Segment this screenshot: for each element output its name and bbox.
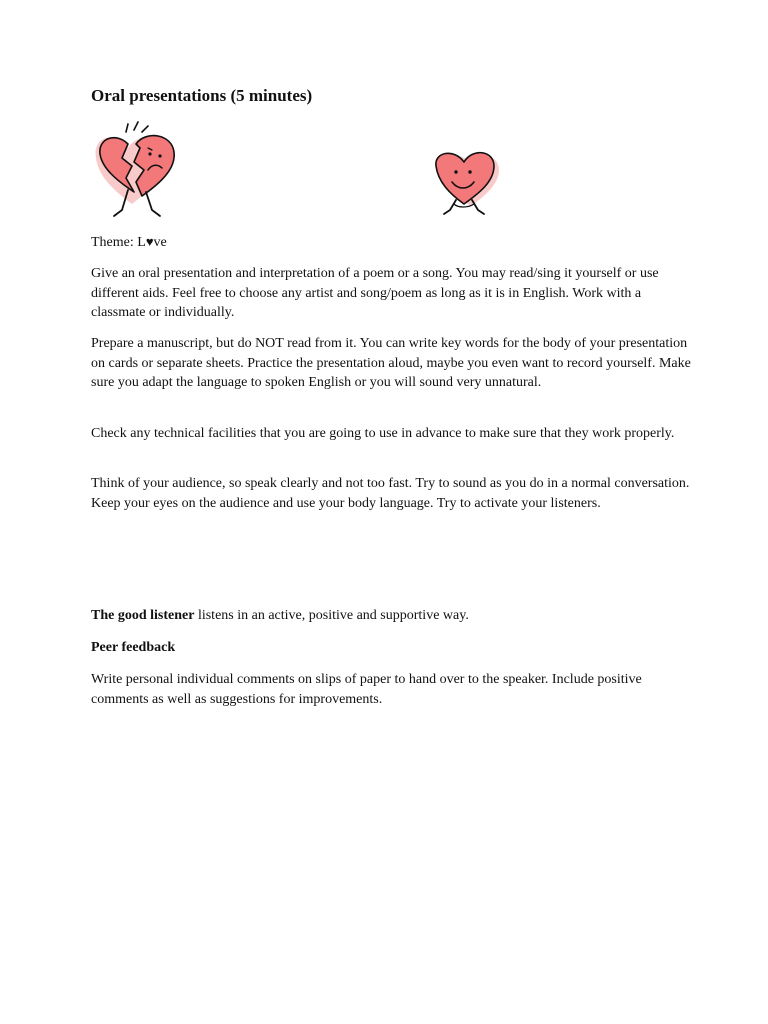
heart-glyph-icon: ♥ bbox=[145, 234, 154, 249]
good-listener-paragraph bbox=[91, 606, 691, 626]
smiling-heart-icon bbox=[428, 146, 508, 222]
good-listener-rest: listens in an active, positive and supportive way. bbox=[194, 608, 469, 623]
technical-paragraph: Check any technical facilities that you are going to use in advance to make sure that they work properly. bbox=[91, 426, 675, 441]
instructions-paragraph: Give an oral presentation and interpretation of a poem or a song. You may read/sing it yourself or use different aids. Feel free to choose any artist and song/poem as long as it is in English. Work with a classmate or individually. bbox=[91, 266, 659, 320]
peer-feedback-heading: Peer feedback bbox=[91, 640, 176, 655]
peer-feedback-paragraph: Write personal individual comments on slips of paper to hand over to the speaker. Include positive comments as well as suggestions for improvements. bbox=[91, 672, 642, 707]
theme-line bbox=[91, 232, 691, 253]
good-listener-bold: The good listener bbox=[91, 608, 195, 623]
theme-suffix: ve bbox=[153, 235, 167, 250]
page-title: Oral presentations (5 minutes) bbox=[91, 86, 313, 105]
manuscript-paragraph: Prepare a manuscript, but do NOT read from it. You can write key words for the body of your presentation on cards or separate sheets. Practice the presentation aloud, maybe you even want to record yourself. Make sure you adapt the language to spoken English or you will sound very unnatural. bbox=[91, 336, 691, 390]
audience-paragraph: Think of your audience, so speak clearly and not too fast. Try to sound as you do in a normal conversation. Keep your eyes on the audience and use your body language. Try to activate your listeners. bbox=[91, 476, 690, 511]
theme-prefix: Theme: L bbox=[91, 235, 146, 250]
broken-heart-icon bbox=[88, 118, 188, 222]
